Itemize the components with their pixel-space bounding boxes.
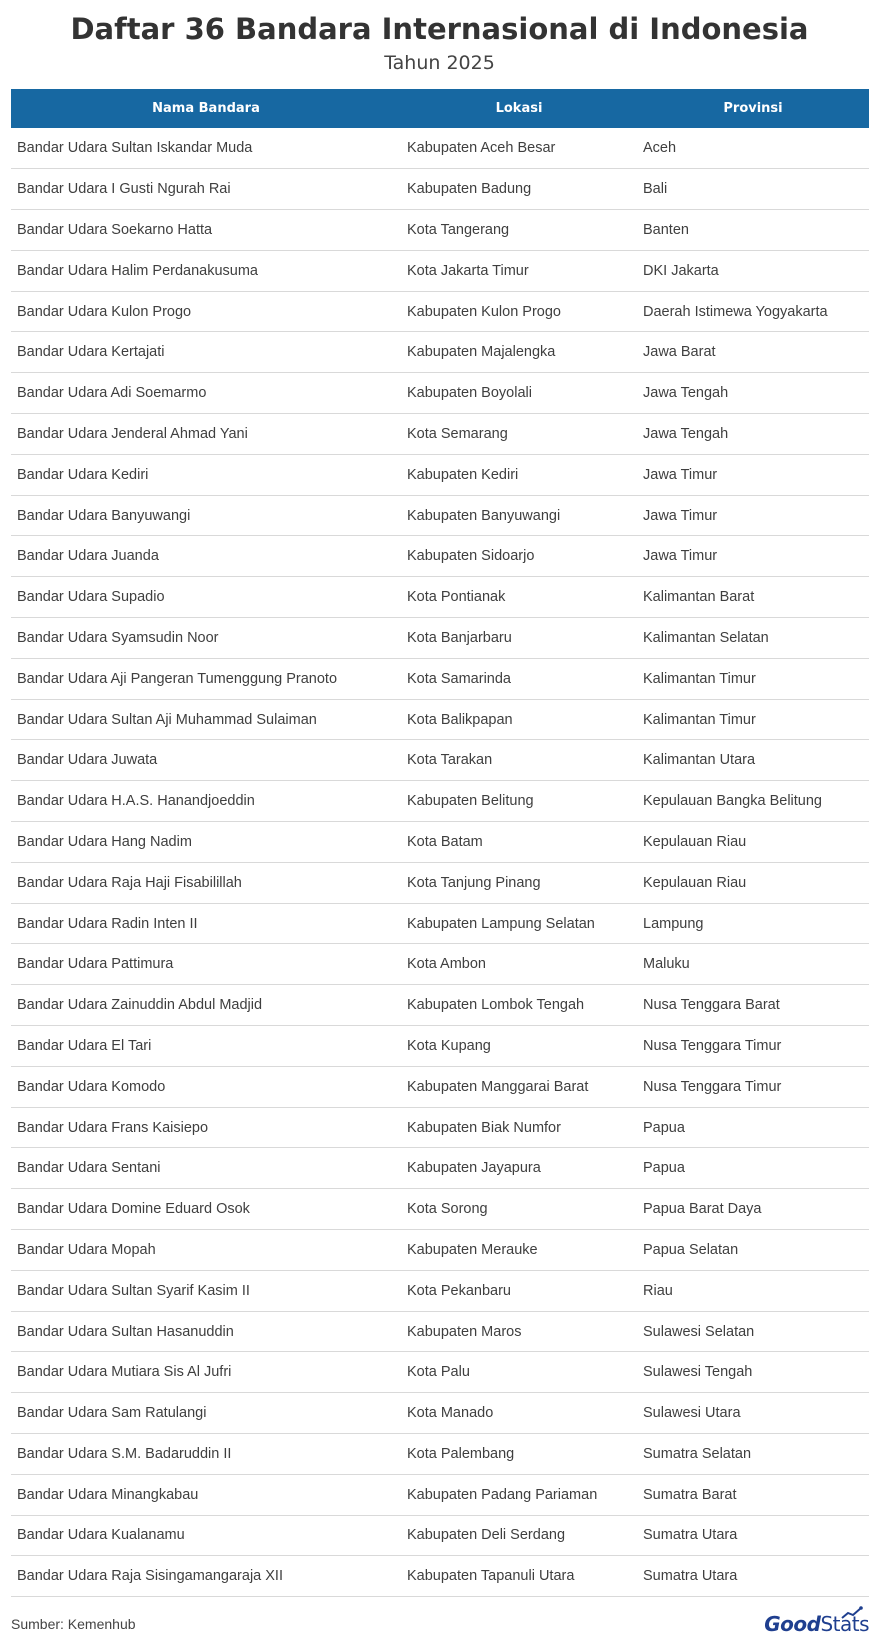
chart-subtitle: Tahun 2025: [384, 52, 495, 74]
cell-provinsi: Sumatra Utara: [637, 1515, 869, 1556]
cell-provinsi: Maluku: [637, 944, 869, 985]
source-note: Sumber: Kemenhub: [11, 1616, 136, 1632]
cell-nama-bandara: Bandar Udara Juanda: [11, 536, 401, 577]
cell-nama-bandara: Bandar Udara Sentani: [11, 1148, 401, 1189]
cell-lokasi: Kabupaten Boyolali: [401, 373, 637, 414]
cell-lokasi: Kota Batam: [401, 822, 637, 863]
cell-lokasi: Kota Tarakan: [401, 740, 637, 781]
cell-provinsi: Sumatra Selatan: [637, 1434, 869, 1475]
table-row: [11, 699, 869, 740]
cell-nama-bandara: Bandar Udara Supadio: [11, 577, 401, 618]
cell-lokasi: Kota Jakarta Timur: [401, 250, 637, 291]
table-row: [11, 944, 869, 985]
cell-provinsi: Nusa Tenggara Timur: [637, 1066, 869, 1107]
table-row: [11, 658, 869, 699]
cell-provinsi: Aceh: [637, 128, 869, 169]
cell-nama-bandara: Bandar Udara Halim Perdanakusuma: [11, 250, 401, 291]
cell-nama-bandara: Bandar Udara Sultan Hasanuddin: [11, 1311, 401, 1352]
cell-provinsi: Kalimantan Timur: [637, 658, 869, 699]
table-row: [11, 454, 869, 495]
cell-nama-bandara: Bandar Udara Aji Pangeran Tumenggung Pranoto: [11, 658, 401, 699]
cell-lokasi: Kabupaten Tapanuli Utara: [401, 1556, 637, 1597]
cell-provinsi: Nusa Tenggara Timur: [637, 1026, 869, 1067]
cell-lokasi: Kota Palembang: [401, 1434, 637, 1475]
cell-provinsi: Lampung: [637, 903, 869, 944]
cell-lokasi: Kabupaten Badung: [401, 169, 637, 210]
cell-provinsi: Jawa Timur: [637, 454, 869, 495]
table-row: [11, 903, 869, 944]
cell-lokasi: Kabupaten Biak Numfor: [401, 1107, 637, 1148]
cell-provinsi: Papua Barat Daya: [637, 1189, 869, 1230]
table-row: [11, 1026, 869, 1067]
table-row: [11, 128, 869, 169]
table-row: [11, 1474, 869, 1515]
cell-lokasi: Kabupaten Aceh Besar: [401, 128, 637, 169]
cell-nama-bandara: Bandar Udara Hang Nadim: [11, 822, 401, 863]
cell-lokasi: Kabupaten Lampung Selatan: [401, 903, 637, 944]
cell-provinsi: Bali: [637, 169, 869, 210]
cell-nama-bandara: Bandar Udara Raja Haji Fisabilillah: [11, 862, 401, 903]
cell-lokasi: Kabupaten Kediri: [401, 454, 637, 495]
logo-text-good: Good: [764, 1612, 821, 1636]
table-row: [11, 1148, 869, 1189]
cell-lokasi: Kota Ambon: [401, 944, 637, 985]
cell-lokasi: Kabupaten Maros: [401, 1311, 637, 1352]
cell-provinsi: Kepulauan Bangka Belitung: [637, 781, 869, 822]
cell-lokasi: Kota Balikpapan: [401, 699, 637, 740]
table-row: [11, 1311, 869, 1352]
cell-lokasi: Kabupaten Manggarai Barat: [401, 1066, 637, 1107]
table-row: [11, 985, 869, 1026]
airport-table-container: [11, 89, 869, 1597]
cell-lokasi: Kabupaten Kulon Progo: [401, 291, 637, 332]
column-header-provinsi: Provinsi: [723, 101, 783, 116]
table-row: [11, 862, 869, 903]
table-row: [11, 414, 869, 455]
goodstats-logo: [764, 1612, 869, 1636]
cell-nama-bandara: Bandar Udara I Gusti Ngurah Rai: [11, 169, 401, 210]
cell-provinsi: Sulawesi Selatan: [637, 1311, 869, 1352]
table-row: [11, 1107, 869, 1148]
cell-nama-bandara: Bandar Udara Sultan Aji Muhammad Sulaiman: [11, 699, 401, 740]
cell-provinsi: Papua: [637, 1107, 869, 1148]
cell-provinsi: Papua Selatan: [637, 1230, 869, 1271]
cell-provinsi: Banten: [637, 210, 869, 251]
cell-lokasi: Kota Banjarbaru: [401, 618, 637, 659]
table-row: [11, 291, 869, 332]
logo-text-stats: Stats: [820, 1612, 869, 1636]
table-row: [11, 250, 869, 291]
cell-lokasi: Kabupaten Majalengka: [401, 332, 637, 373]
cell-nama-bandara: Bandar Udara Domine Eduard Osok: [11, 1189, 401, 1230]
table-row: [11, 373, 869, 414]
airport-table: [11, 89, 869, 1597]
table-row: [11, 495, 869, 536]
cell-provinsi: Nusa Tenggara Barat: [637, 985, 869, 1026]
cell-nama-bandara: Bandar Udara Juwata: [11, 740, 401, 781]
cell-lokasi: Kota Sorong: [401, 1189, 637, 1230]
table-body: [11, 128, 869, 1597]
cell-lokasi: Kabupaten Lombok Tengah: [401, 985, 637, 1026]
cell-nama-bandara: Bandar Udara Radin Inten II: [11, 903, 401, 944]
table-row: [11, 1515, 869, 1556]
table-row: [11, 1352, 869, 1393]
cell-nama-bandara: Bandar Udara Frans Kaisiepo: [11, 1107, 401, 1148]
table-row: [11, 169, 869, 210]
table-row: [11, 1066, 869, 1107]
cell-nama-bandara: Bandar Udara H.A.S. Hanandjoeddin: [11, 781, 401, 822]
cell-nama-bandara: Bandar Udara S.M. Badaruddin II: [11, 1434, 401, 1475]
table-row: [11, 210, 869, 251]
table-row: [11, 822, 869, 863]
table-row: [11, 1230, 869, 1271]
chart-title: Daftar 36 Bandara Internasional di Indonesia: [70, 12, 809, 46]
table-row: [11, 332, 869, 373]
table-row: [11, 618, 869, 659]
cell-provinsi: Kalimantan Timur: [637, 699, 869, 740]
cell-nama-bandara: Bandar Udara Sam Ratulangi: [11, 1393, 401, 1434]
cell-nama-bandara: Bandar Udara Pattimura: [11, 944, 401, 985]
cell-nama-bandara: Bandar Udara Adi Soemarmo: [11, 373, 401, 414]
table-row: [11, 1270, 869, 1311]
cell-provinsi: Kalimantan Selatan: [637, 618, 869, 659]
cell-provinsi: Jawa Barat: [637, 332, 869, 373]
table-header: [11, 89, 869, 128]
cell-lokasi: Kota Palu: [401, 1352, 637, 1393]
cell-nama-bandara: Bandar Udara Syamsudin Noor: [11, 618, 401, 659]
column-header-nama-bandara: Nama Bandara: [152, 101, 260, 116]
cell-provinsi: Jawa Timur: [637, 536, 869, 577]
cell-nama-bandara: Bandar Udara Sultan Syarif Kasim II: [11, 1270, 401, 1311]
cell-lokasi: Kota Pekanbaru: [401, 1270, 637, 1311]
table-row: [11, 1434, 869, 1475]
cell-lokasi: Kabupaten Sidoarjo: [401, 536, 637, 577]
cell-lokasi: Kota Semarang: [401, 414, 637, 455]
cell-lokasi: Kota Pontianak: [401, 577, 637, 618]
cell-lokasi: Kabupaten Deli Serdang: [401, 1515, 637, 1556]
cell-provinsi: Sumatra Barat: [637, 1474, 869, 1515]
cell-lokasi: Kabupaten Merauke: [401, 1230, 637, 1271]
cell-provinsi: Kepulauan Riau: [637, 862, 869, 903]
cell-provinsi: Kalimantan Barat: [637, 577, 869, 618]
logo-chart-icon: [841, 1606, 863, 1620]
cell-lokasi: Kota Tangerang: [401, 210, 637, 251]
cell-provinsi: Sulawesi Utara: [637, 1393, 869, 1434]
cell-provinsi: Daerah Istimewa Yogyakarta: [637, 291, 869, 332]
cell-provinsi: Jawa Tengah: [637, 373, 869, 414]
cell-provinsi: DKI Jakarta: [637, 250, 869, 291]
cell-lokasi: Kota Kupang: [401, 1026, 637, 1067]
table-row: [11, 1556, 869, 1597]
column-header-lokasi: Lokasi: [495, 101, 543, 116]
table-row: [11, 1189, 869, 1230]
cell-lokasi: Kota Samarinda: [401, 658, 637, 699]
cell-provinsi: Kepulauan Riau: [637, 822, 869, 863]
cell-nama-bandara: Bandar Udara Minangkabau: [11, 1474, 401, 1515]
cell-lokasi: Kabupaten Jayapura: [401, 1148, 637, 1189]
table-row: [11, 536, 869, 577]
cell-nama-bandara: Bandar Udara Raja Sisingamangaraja XII: [11, 1556, 401, 1597]
cell-nama-bandara: Bandar Udara Komodo: [11, 1066, 401, 1107]
cell-nama-bandara: Bandar Udara Zainuddin Abdul Madjid: [11, 985, 401, 1026]
cell-nama-bandara: Bandar Udara Soekarno Hatta: [11, 210, 401, 251]
cell-provinsi: Riau: [637, 1270, 869, 1311]
table-row: [11, 781, 869, 822]
cell-nama-bandara: Bandar Udara Kediri: [11, 454, 401, 495]
cell-nama-bandara: Bandar Udara El Tari: [11, 1026, 401, 1067]
cell-lokasi: Kabupaten Banyuwangi: [401, 495, 637, 536]
cell-provinsi: Sumatra Utara: [637, 1556, 869, 1597]
cell-nama-bandara: Bandar Udara Mopah: [11, 1230, 401, 1271]
table-header-row: [11, 89, 869, 128]
table-row: [11, 740, 869, 781]
cell-nama-bandara: Bandar Udara Banyuwangi: [11, 495, 401, 536]
cell-provinsi: Sulawesi Tengah: [637, 1352, 869, 1393]
cell-nama-bandara: Bandar Udara Sultan Iskandar Muda: [11, 128, 401, 169]
cell-nama-bandara: Bandar Udara Kualanamu: [11, 1515, 401, 1556]
cell-nama-bandara: Bandar Udara Kertajati: [11, 332, 401, 373]
cell-provinsi: Jawa Tengah: [637, 414, 869, 455]
cell-lokasi: Kota Manado: [401, 1393, 637, 1434]
table-row: [11, 577, 869, 618]
cell-nama-bandara: Bandar Udara Kulon Progo: [11, 291, 401, 332]
cell-lokasi: Kota Tanjung Pinang: [401, 862, 637, 903]
cell-provinsi: Jawa Timur: [637, 495, 869, 536]
cell-nama-bandara: Bandar Udara Jenderal Ahmad Yani: [11, 414, 401, 455]
cell-provinsi: Kalimantan Utara: [637, 740, 869, 781]
table-row: [11, 1393, 869, 1434]
cell-lokasi: Kabupaten Belitung: [401, 781, 637, 822]
cell-nama-bandara: Bandar Udara Mutiara Sis Al Jufri: [11, 1352, 401, 1393]
cell-lokasi: Kabupaten Padang Pariaman: [401, 1474, 637, 1515]
cell-provinsi: Papua: [637, 1148, 869, 1189]
